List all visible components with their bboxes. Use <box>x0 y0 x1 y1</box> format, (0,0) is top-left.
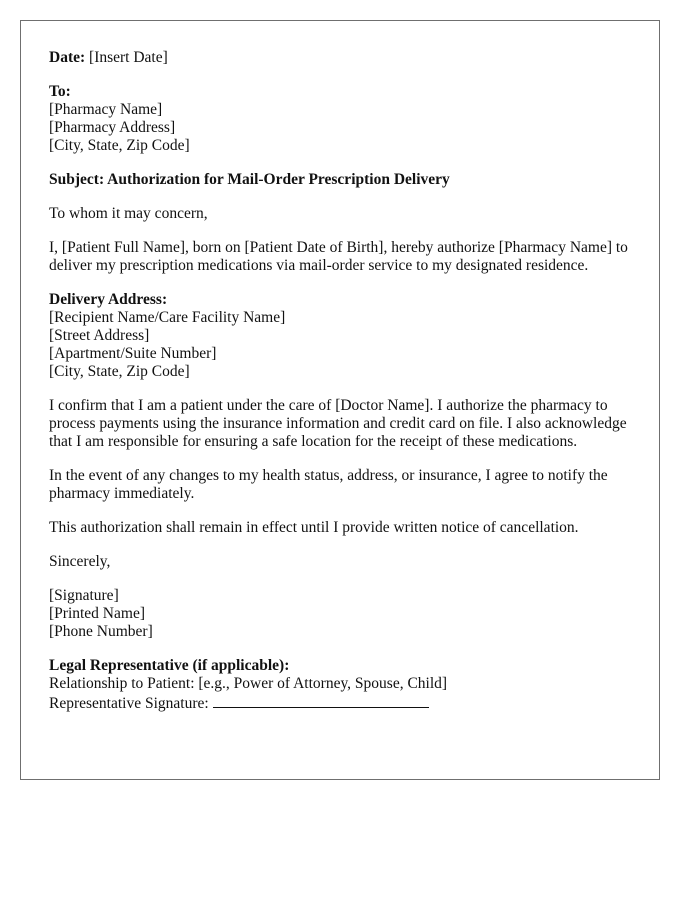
date-value: [Insert Date] <box>89 49 168 66</box>
date-label: Date: <box>49 49 86 66</box>
subject-line: Subject: Authorization for Mail-Order Prescription Delivery <box>49 171 450 188</box>
representative-signature-line <box>49 693 639 713</box>
apartment-suite: [Apartment/Suite Number] <box>49 345 217 362</box>
effect-paragraph: This authorization shall remain in effect until I provide written notice of cancellation. <box>49 519 579 536</box>
legal-representative-block <box>49 657 639 713</box>
pharmacy-name: [Pharmacy Name] <box>49 101 163 118</box>
salutation: To whom it may concern, <box>49 205 208 222</box>
legal-representative-label: Legal Representative (if applicable): <box>49 657 290 674</box>
pharmacy-address: [Pharmacy Address] <box>49 119 176 136</box>
delivery-address-label: Delivery Address: <box>49 291 168 308</box>
signature-blank <box>213 693 429 708</box>
relationship-line: Relationship to Patient: [e.g., Power of Attorney, Spouse, Child] <box>49 675 448 692</box>
date-line <box>49 49 639 67</box>
printed-name-placeholder: [Printed Name] <box>49 605 145 622</box>
delivery-city-state-zip: [City, State, Zip Code] <box>49 363 190 380</box>
confirmation-paragraph: I confirm that I am a patient under the care of [Doctor Name]. I authorize the pharmacy to process payments using the insurance information and credit card on file. I also acknowledge that I am responsible for ensuring a safe location for the receipt of these medications. <box>49 397 627 450</box>
changes-paragraph: In the event of any changes to my health status, address, or insurance, I agree to notify the pharmacy immediately. <box>49 467 608 502</box>
representative-signature-label: Representative Signature: <box>49 695 209 712</box>
signature-block <box>49 587 639 641</box>
closing: Sincerely, <box>49 553 111 570</box>
to-label: To: <box>49 83 71 100</box>
letter-page <box>20 20 660 780</box>
phone-number-placeholder: [Phone Number] <box>49 623 153 640</box>
recipient-name: [Recipient Name/Care Facility Name] <box>49 309 286 326</box>
authorization-paragraph: I, [Patient Full Name], born on [Patient Date of Birth], hereby authorize [Pharmacy Name] to deliver my prescription medications via mail-order service to my designated residence. <box>49 239 628 274</box>
recipient-block <box>49 83 639 155</box>
signature-placeholder: [Signature] <box>49 587 119 604</box>
letter-content <box>49 49 639 729</box>
street-address: [Street Address] <box>49 327 150 344</box>
delivery-address-block <box>49 291 639 381</box>
pharmacy-city-state-zip: [City, State, Zip Code] <box>49 137 190 154</box>
